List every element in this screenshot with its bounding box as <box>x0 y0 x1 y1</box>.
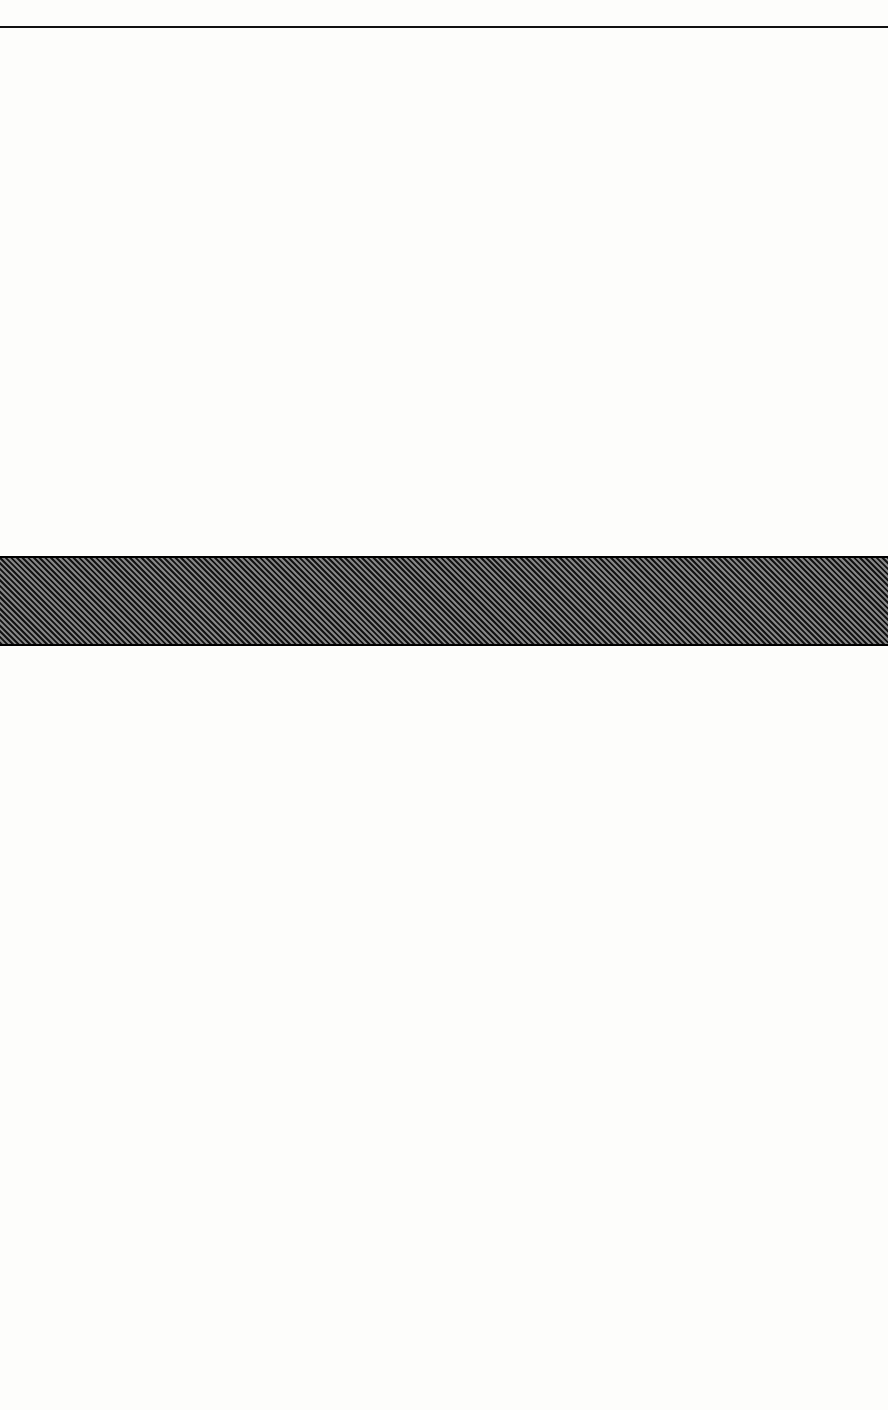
halftone-band <box>0 556 888 646</box>
services-section <box>0 650 888 1405</box>
masthead <box>0 0 888 28</box>
help-wanted-section <box>0 30 888 550</box>
